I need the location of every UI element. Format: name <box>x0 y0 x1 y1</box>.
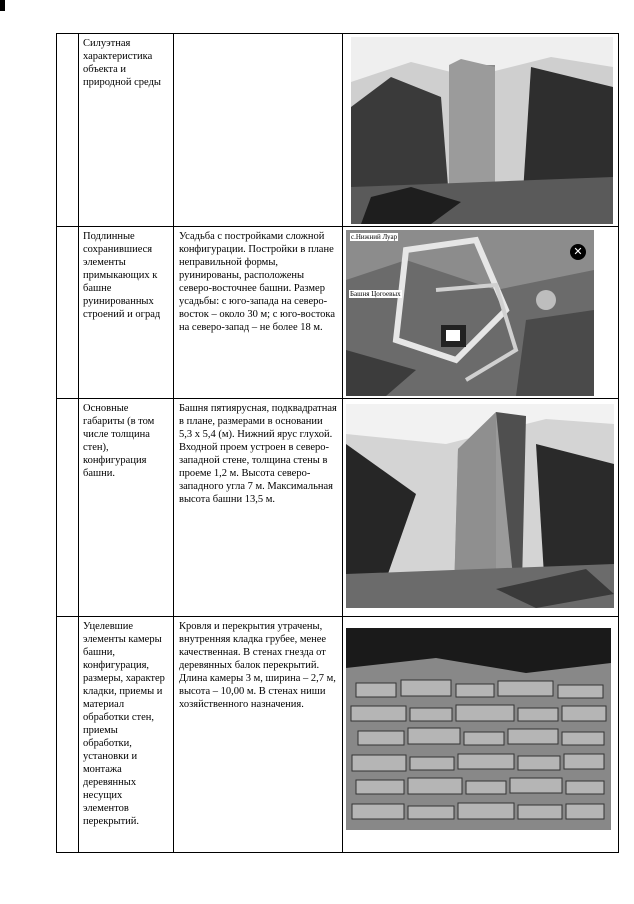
table-row <box>57 34 619 227</box>
description-cell <box>174 227 343 399</box>
row-number-cell <box>57 34 79 227</box>
row-number-cell <box>57 399 79 617</box>
parameter-cell <box>79 34 174 227</box>
parameter-text: Силуэтная характеристика объекта и природной среды <box>83 38 161 88</box>
page-corner-mark <box>0 0 5 11</box>
description-text: Кровля и перекрытия утрачены, внутренняя кладка грубее, менее качественная. В стенах гнезда от деревянных балок перекрытий. Длина камеры 3 м, ширина – 2,7 м, высота – 10,00 м. В стенах ниши хозяйственного назначения. <box>179 621 336 710</box>
compass-icon: ✕ <box>570 244 586 260</box>
photo-cell <box>343 34 619 227</box>
tower-photo <box>346 404 614 608</box>
parameter-text: Основные габариты (в том числе толщина стен), конфигурация башни. <box>83 403 155 479</box>
description-cell <box>174 617 343 853</box>
row-number-cell <box>57 617 79 853</box>
description-cell <box>174 34 343 227</box>
tower-silhouette-photo <box>351 37 613 224</box>
tower-description-table <box>56 33 619 853</box>
parameter-text: Подлинные сохранившиеся элементы примыкающих к башне руинированных строений и оград <box>83 231 161 320</box>
row-number-cell <box>57 227 79 399</box>
parameter-text: Уцелевшие элементы камеры башни, конфигурация, размеры, характер кладки, приемы и материал обработки стен, приемы обработки, установки и монтажа деревянных несущих элементов перекрытий. <box>83 621 165 827</box>
village-map-label: с.Нижний Луар <box>351 233 398 241</box>
table-row <box>57 617 619 853</box>
tower-map-label: Башня Цогоевых <box>350 290 401 298</box>
description-text <box>174 34 342 37</box>
photo-cell <box>343 227 619 399</box>
photo-cell <box>343 617 619 853</box>
parameter-cell <box>79 227 174 399</box>
table-row <box>57 399 619 617</box>
satellite-map-photo <box>346 230 594 396</box>
parameter-cell <box>79 617 174 853</box>
description-text: Башня пятиярусная, подквадратная в плане, размерами в основании 5,3 х 5,4 (м). Нижний ярус глухой. Входной проем устроен в северо-западной стене, толщина стены в проеме 1,2 м. Высота северо-западного угла 7 м. Максимальная высота башни 13,5 м. <box>179 403 337 505</box>
description-cell <box>174 399 343 617</box>
parameter-cell <box>79 399 174 617</box>
chamber-masonry-photo <box>346 628 611 830</box>
description-text: Усадьба с постройками сложной конфигурации. Постройки в плане неправильной формы, руинированы, расположены северо-восточнее башни. Размер усадьбы: с юго-запада на северо-восток – около 30 м; с юго-востока на северо-запад – не более 18 м. <box>179 231 335 333</box>
table-row <box>57 227 619 399</box>
photo-cell <box>343 399 619 617</box>
